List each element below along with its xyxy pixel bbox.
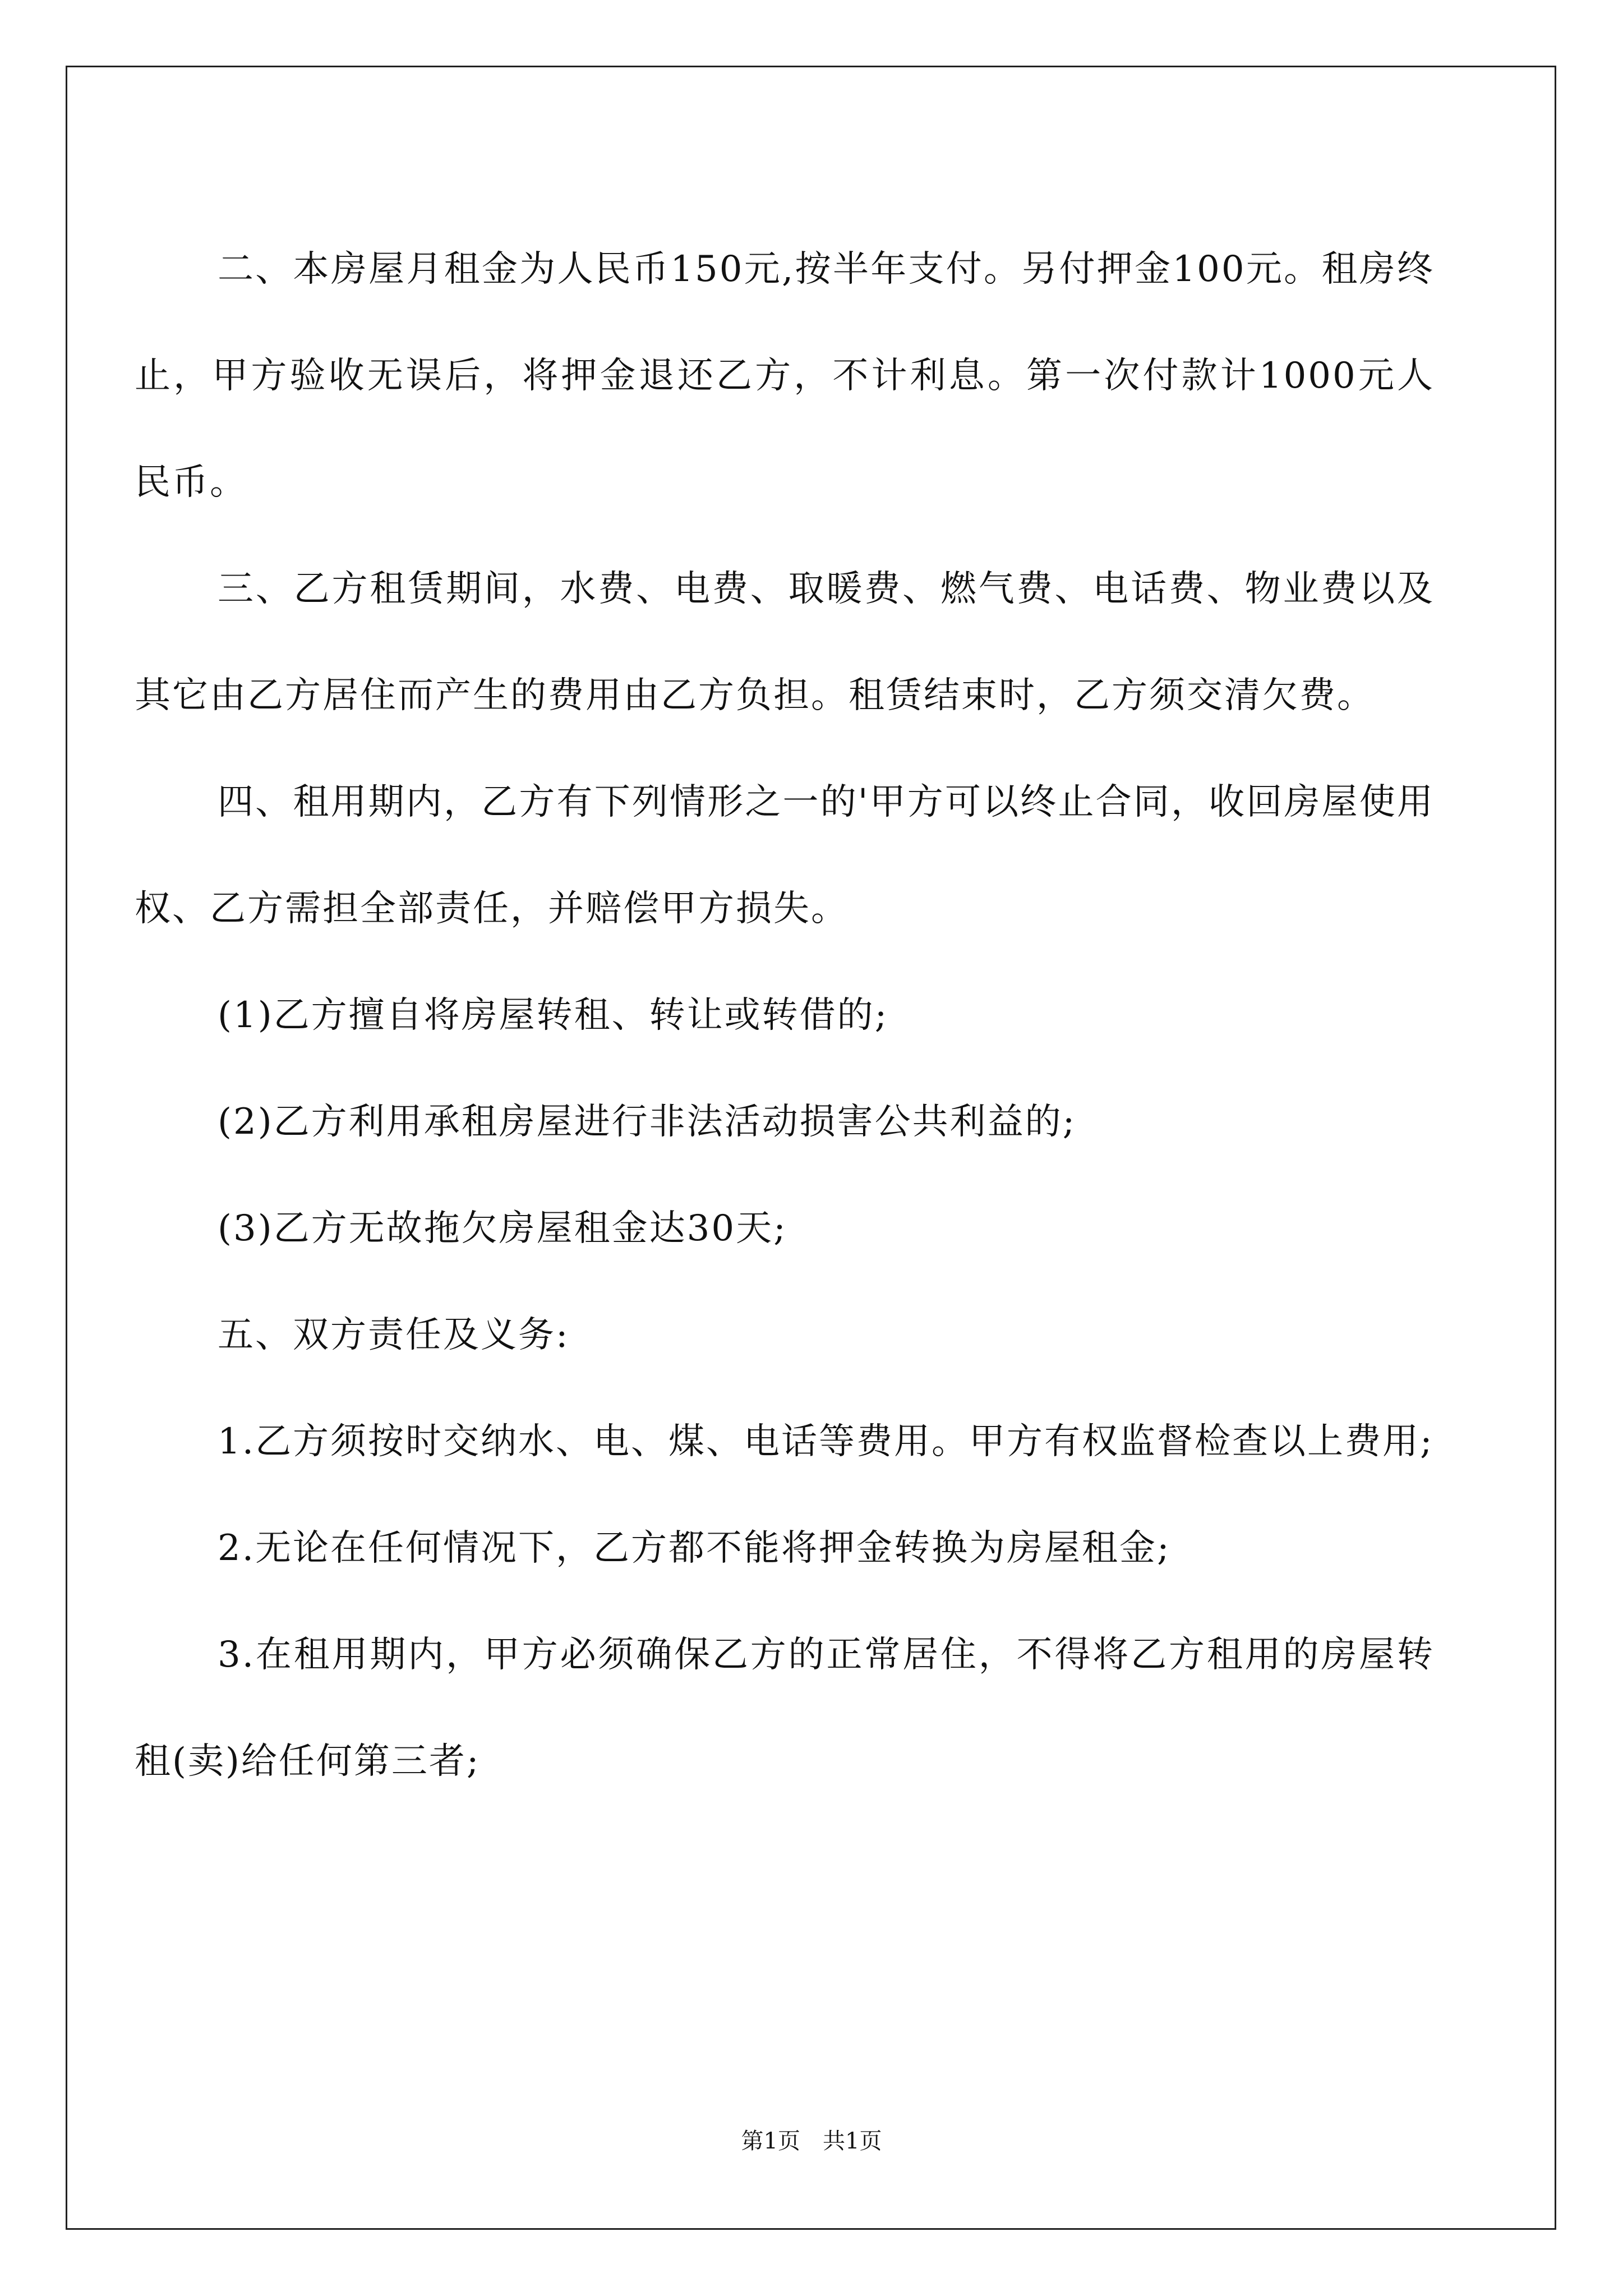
clause-3-fees: 三、乙方租赁期间，水费、电费、取暖费、燃气费、电话费、物业费以及其它由乙方居住而产生的费用由乙方负担。租赁结束时，乙方须交清欠费。 — [135, 568, 1435, 716]
page-number-footer: 第1页 共1页 — [741, 2128, 882, 2154]
clause-5-heading: 五、双方责任及义务: — [218, 1314, 570, 1356]
clause-5-item-3: 3.在租用期内，甲方必须确保乙方的正常居住，不得将乙方租用的房屋转租(卖)给任何第三者; — [135, 1634, 1435, 1782]
clause-4-item-3: (3)乙方无故拖欠房屋租金达30天; — [218, 1208, 787, 1249]
clause-4-item-1: (1)乙方擅自将房屋转租、转让或转借的; — [218, 995, 889, 1036]
clause-5-item-1: 1.乙方须按时交纳水、电、煤、电话等费用。甲方有权监督检查以上费用; — [218, 1421, 1434, 1462]
clause-5-item-2: 2.无论在任何情况下，乙方都不能将押金转换为房屋租金; — [218, 1527, 1171, 1569]
clause-4-termination: 四、租用期内，乙方有下列情形之一的'甲方可以终止合同，收回房屋使用权、乙方需担全部责任，并赔偿甲方损失。 — [135, 781, 1435, 930]
clause-2-rent: 二、本房屋月租金为人民币150元,按半年支付。另付押金100元。租房终止，甲方验收无误后，将押金退还乙方，不计利息。第一次付款计1000元人民币。 — [135, 249, 1435, 503]
document-body — [135, 216, 1435, 1815]
clause-4-item-2: (2)乙方利用承租房屋进行非法活动损害公共利益的; — [218, 1101, 1077, 1143]
